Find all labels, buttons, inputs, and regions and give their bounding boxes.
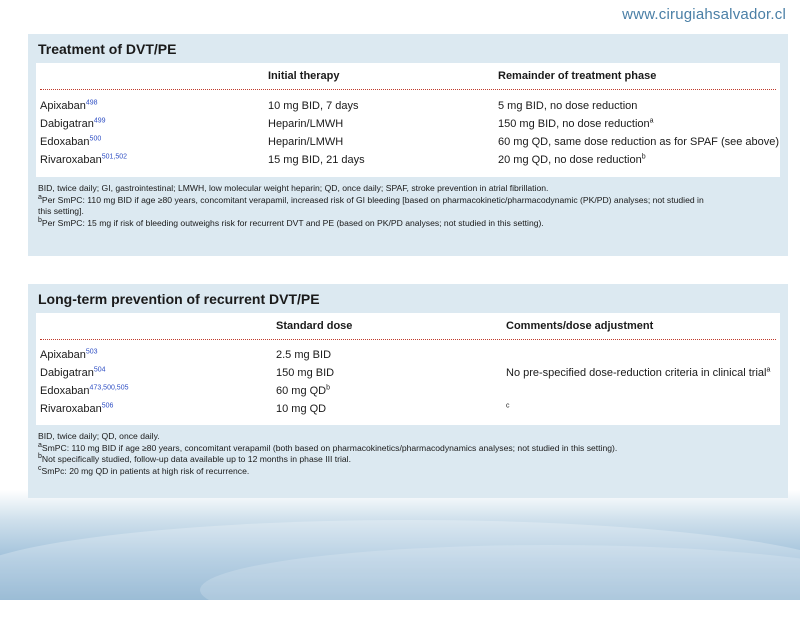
footnote-a-continued: this setting]. xyxy=(38,206,84,216)
drug-name: Edoxaban$^{500}$ xyxy=(40,135,102,148)
footnote-a: $^a$Per SmPC: 110 mg BID if age ≥80 years, concomitant verapamil, increased risk of GI bleeding [based on pharmacokinetic/pharmacodynamic (PK/PD) analyses; not studied in xyxy=(38,193,704,205)
footnote-b: $^b$Not specifically studied, follow-up data available up to 12 months in phase III trial. xyxy=(38,453,351,464)
remainder-cell: 150 mg BID, no dose reduction$^a$ xyxy=(498,117,654,130)
reference-link[interactable]: 499 xyxy=(93,117,106,125)
standard-dose-cell: 60 mg $QD^b$ xyxy=(276,384,331,397)
abbreviations-note: BID, twice daily; GI, gastrointestinal; LMWH, low molecular weight heparin; QD, once daily; SPAF, stroke prevention in atrial fibrillation. xyxy=(38,183,549,193)
dvt-treatment-table xyxy=(36,63,780,177)
initial-therapy-cell: 15 mg BID, 21 days xyxy=(268,154,365,166)
long-term-prevention-table xyxy=(36,313,780,425)
header-divider xyxy=(40,339,776,340)
footnote-b: $^b$Per SmPC: 15 mg if risk of bleeding outweighs risk for recurrent DVT and PE (based on PK/PD analyses; not studied in this setting). xyxy=(38,216,544,228)
drug-name: Apixaban$^{503}$ xyxy=(40,348,98,361)
watermark: www.cirugiahsalvador.cl xyxy=(622,6,786,23)
long-term-footnotes xyxy=(28,425,788,477)
standard-dose-cell: 2.5 mg BID xyxy=(276,349,332,361)
initial-therapy-cell: 10 mg BID, 7 days xyxy=(268,100,359,112)
header-standard-dose: Standard dose xyxy=(276,320,353,332)
dvt-footnotes xyxy=(28,177,788,229)
comment-cell: No pre-specified dose-reduction criteria in clinical trial$^a$ xyxy=(506,366,771,379)
table-row xyxy=(36,385,780,403)
remainder-cell: 20 mg QD, no dose reduction$^b$ xyxy=(498,153,646,166)
header-comments: Comments/dose adjustment xyxy=(506,320,654,332)
header-remainder-phase: Remainder of treatment phase xyxy=(498,70,657,82)
header-divider xyxy=(40,89,776,90)
header-initial-therapy: Initial therapy xyxy=(268,70,340,82)
drug-name: Edoxaban$^{473,500,505}$ xyxy=(40,384,129,397)
standard-dose-cell: 150 mg BID xyxy=(276,367,335,379)
drug-name: Dabigatran$^{499}$ xyxy=(40,117,106,130)
table-row xyxy=(36,349,780,367)
standard-dose-cell: 10 mg QD xyxy=(276,403,327,415)
drug-name: Apixaban$^{498}$ xyxy=(40,99,98,112)
drug-name: Rivaroxaban$^{501,502}$ xyxy=(40,153,128,166)
table-row xyxy=(36,100,780,118)
reference-link[interactable]: 504 xyxy=(93,366,106,374)
remainder-cell: 60 mg QD, same dose reduction as for SPAF (see above) xyxy=(498,136,780,148)
reference-link[interactable]: 506 xyxy=(101,402,114,410)
remainder-cell: 5 mg BID, no dose reduction xyxy=(498,100,638,112)
table-row xyxy=(36,367,780,385)
table-row xyxy=(36,403,780,421)
reference-link[interactable]: 503 xyxy=(85,348,98,356)
reference-link[interactable]: 501,502 xyxy=(101,153,128,161)
abbreviations-note: BID, twice daily; QD, once daily. xyxy=(38,431,160,441)
footnote-c: $^c$SmPc: 20 mg QD in patients at high risk of recurrence. xyxy=(38,464,250,476)
table-row xyxy=(36,136,780,154)
comment-cell: c xyxy=(506,402,510,410)
initial-therapy-cell: Heparin/LMWH xyxy=(268,118,344,130)
drug-name: Rivaroxaban$^{506}$ xyxy=(40,402,114,415)
long-term-prevention-panel xyxy=(28,284,788,498)
reference-link[interactable]: 473,500,505 xyxy=(89,384,129,392)
table-row xyxy=(36,154,780,172)
dvt-treatment-title: Treatment of DVT/PE xyxy=(38,41,177,57)
reference-link[interactable]: 500 xyxy=(89,135,102,143)
dvt-treatment-panel xyxy=(28,34,788,256)
long-term-prevention-title: Long-term prevention of recurrent DVT/PE xyxy=(38,291,320,307)
drug-name: Dabigatran$^{504}$ xyxy=(40,366,106,379)
footnote-a: $^a$SmPC: 110 mg BID if age ≥80 years, concomitant verapamil (both based on pharmacokinetics/pharmacodynamics analyses; not studied in this setting). xyxy=(38,441,618,453)
initial-therapy-cell: Heparin/LMWH xyxy=(268,136,344,148)
table-row xyxy=(36,118,780,136)
reference-link[interactable]: 498 xyxy=(85,99,98,107)
